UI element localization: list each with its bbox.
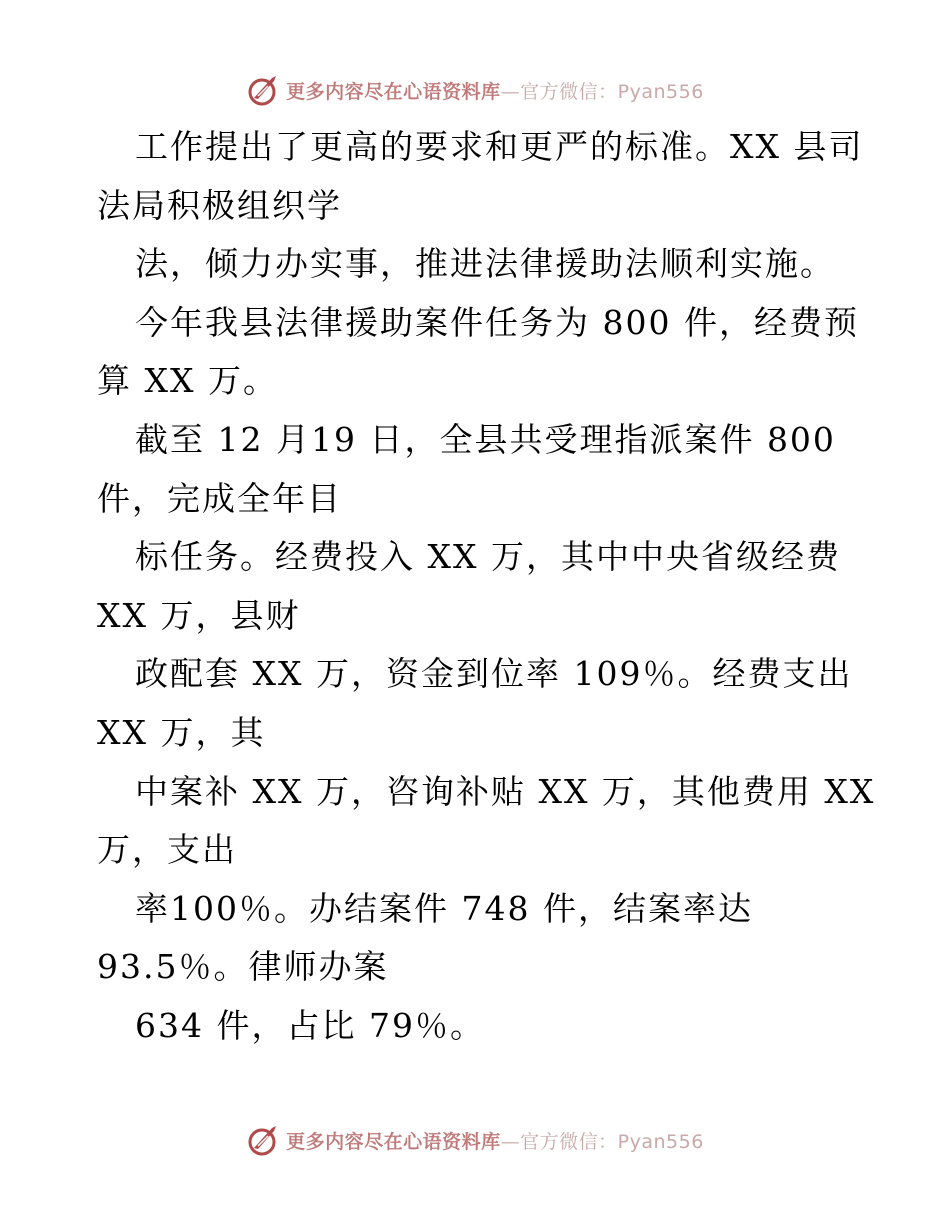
header-wechat: 官方微信：Pyan556 — [520, 80, 704, 103]
header-brand: 更多内容尽在心语资料库 — [286, 80, 501, 103]
body-line: 634 件，占比 79％。 — [135, 1005, 485, 1045]
header-separator: — — [500, 80, 521, 103]
body-line: 工作提出了更高的要求和更严的标准。XX 县司 — [135, 127, 864, 166]
quill-logo-icon — [246, 72, 282, 108]
body-line: 政配套 XX 万，资金到位率 109％。经费支出 — [135, 654, 853, 694]
footer-wechat: 官方微信：Pyan556 — [520, 1130, 704, 1153]
header-banner — [0, 70, 950, 110]
footer-banner — [0, 1120, 950, 1160]
body-line: XX 万，县财 — [97, 595, 301, 635]
footer-text — [286, 1127, 704, 1154]
body-line: 中案补 XX 万，咨询补贴 XX 万，其他费用 XX — [135, 771, 876, 811]
body-line: XX 万，其 — [97, 712, 266, 752]
header-text — [286, 77, 704, 104]
footer-brand: 更多内容尽在心语资料库 — [286, 1130, 501, 1153]
body-line: 标任务。经费投入 XX 万，其中中央省级经费 — [135, 537, 841, 577]
body-line: 93.5％。律师办案 — [97, 947, 389, 987]
body-line: 法局积极组织学 — [97, 185, 342, 225]
body-line: 今年我县法律援助案件任务为 800 件，经费预 — [135, 302, 859, 342]
document-body — [97, 118, 876, 1056]
body-line: 万，支出 — [97, 830, 237, 870]
body-line: 截至 12 月19 日，全县共受理指派案件 800 — [135, 419, 836, 459]
body-line: 算 XX 万。 — [97, 361, 278, 401]
body-line: 率100％。办结案件 748 件，结案率达 — [135, 888, 753, 928]
body-line: 法，倾力办实事，推进法律援助法顺利实施。 — [135, 244, 835, 284]
footer-separator: — — [500, 1130, 521, 1153]
body-line: 件，完成全年目 — [97, 478, 342, 518]
quill-logo-icon — [246, 1122, 282, 1158]
